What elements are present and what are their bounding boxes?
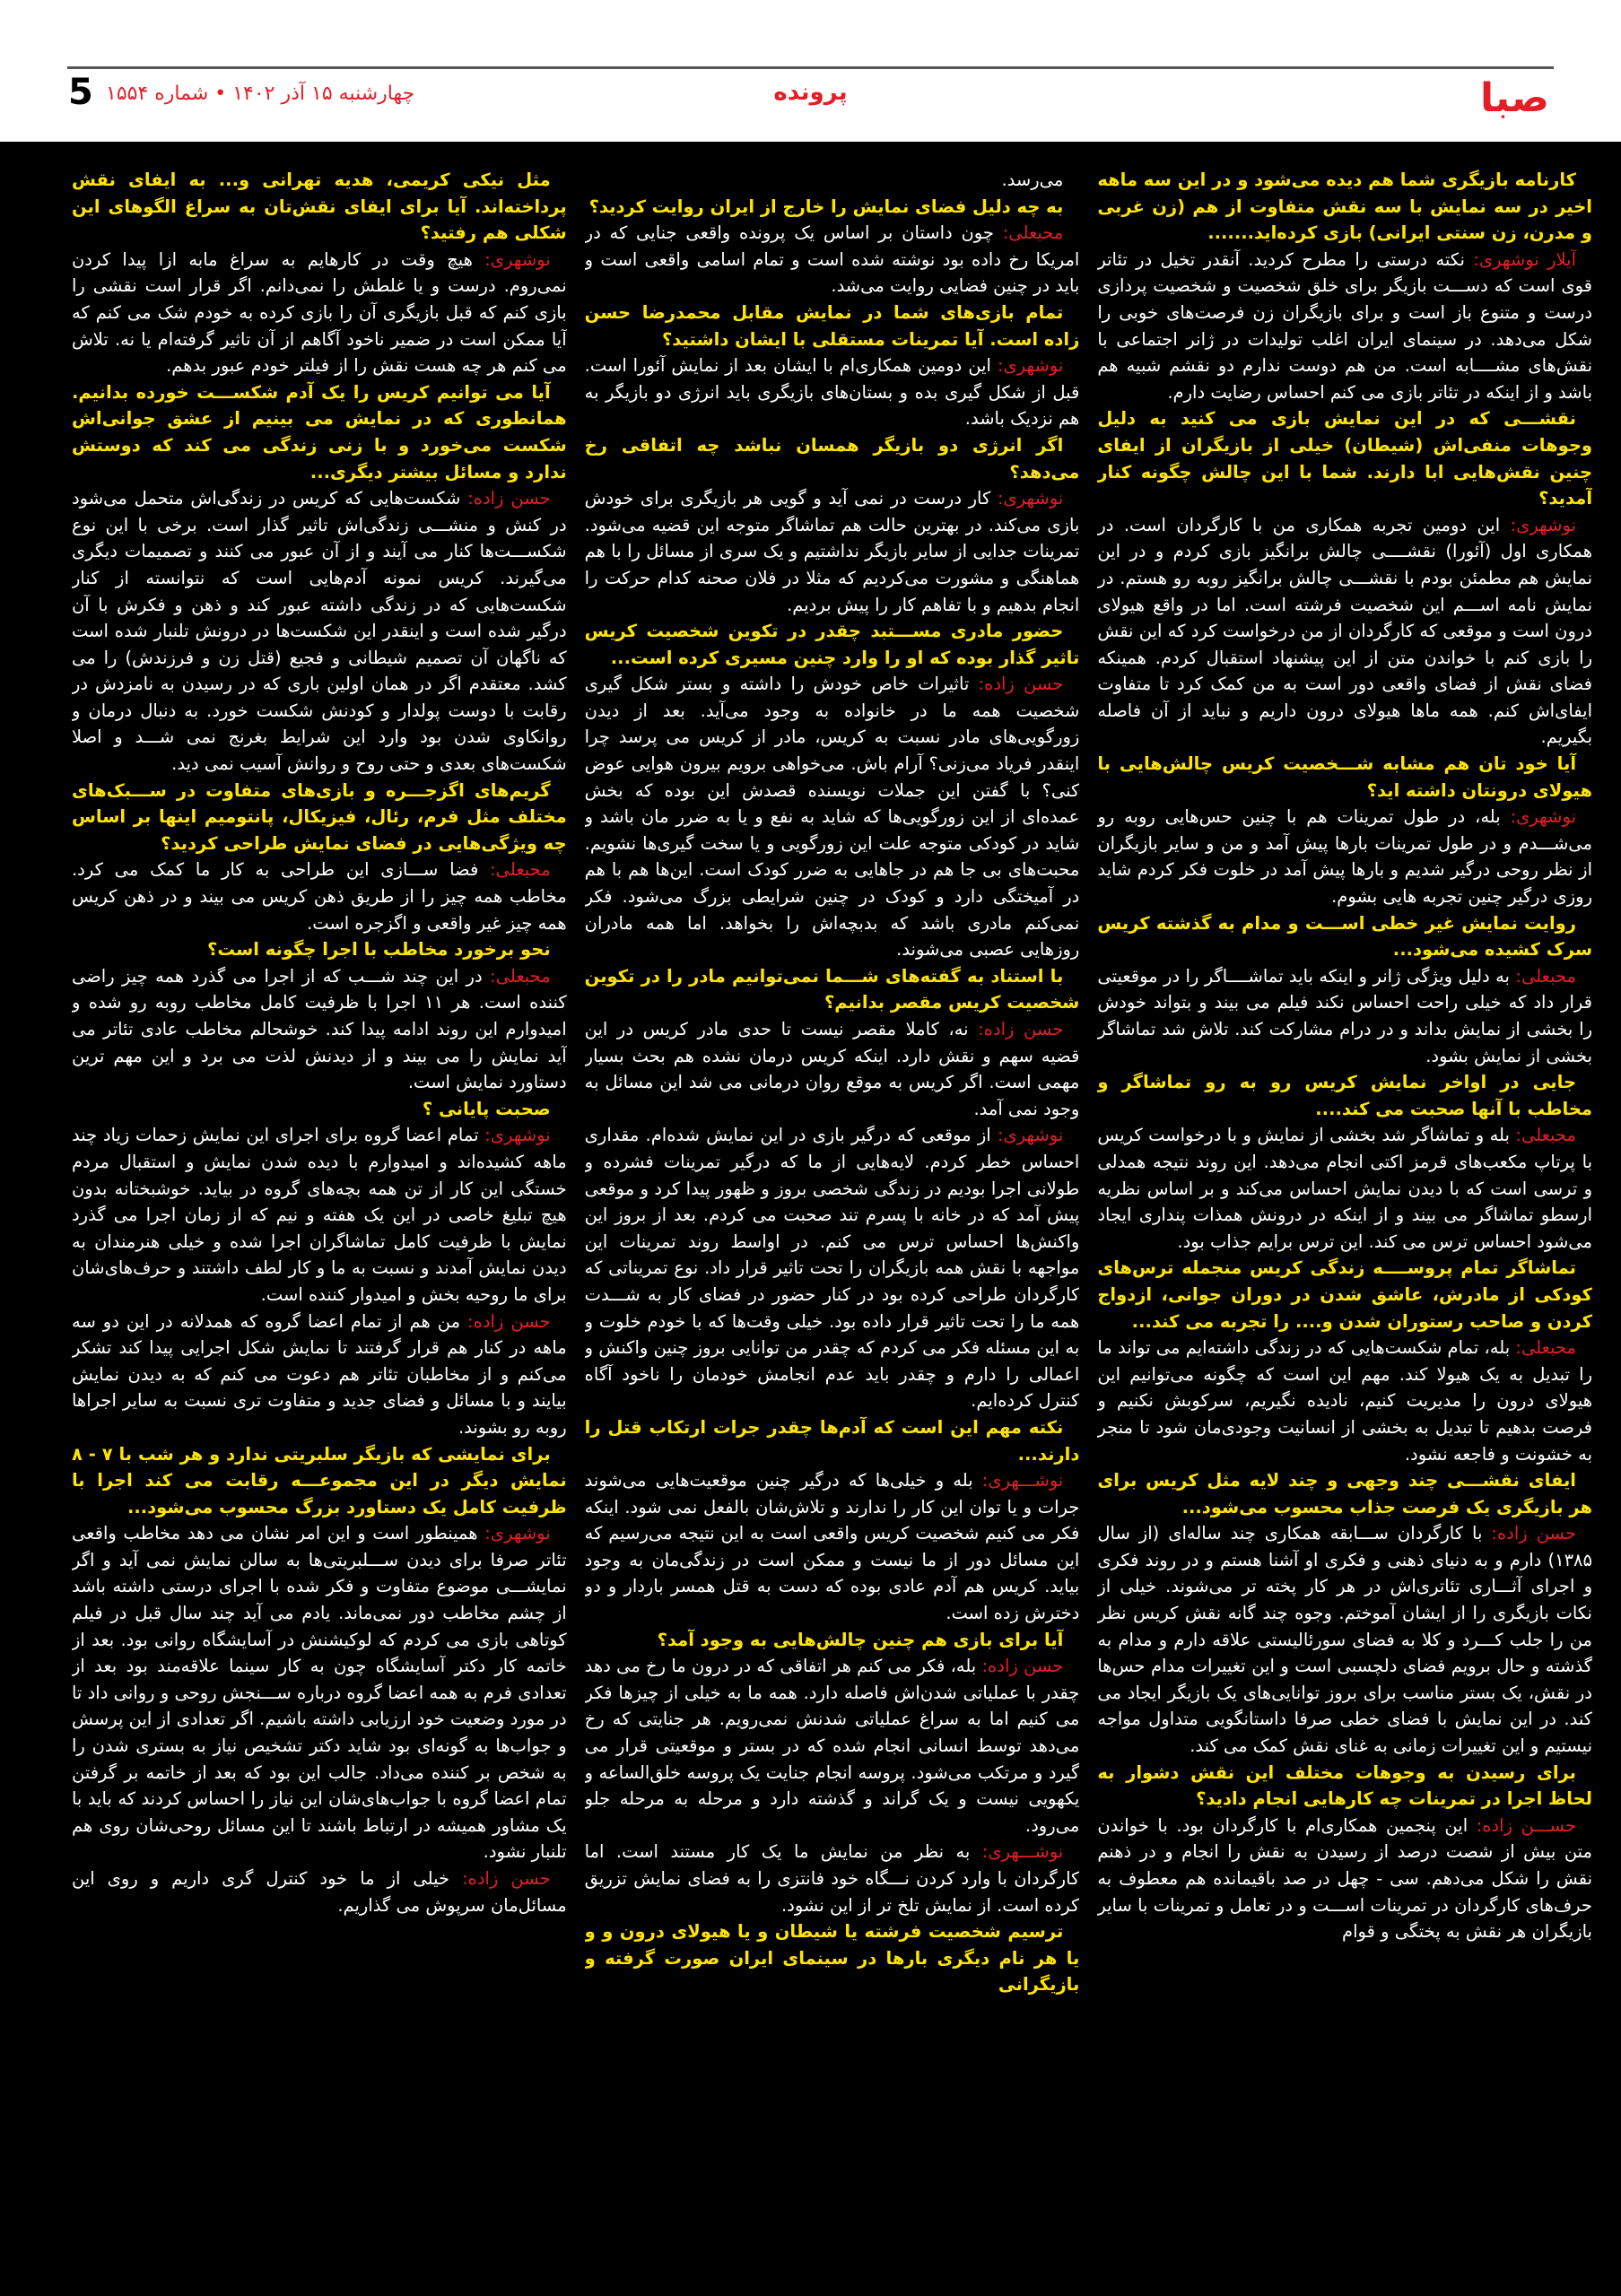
interview-answer (585, 352, 1080, 432)
interview-answer (585, 1016, 1080, 1122)
interview-question: برای رسیدن به وجوهات مختلف این نقش دشوار به لحاظ اجرا در تمرینات چه کارهایی انجام دادید؟ (1097, 1761, 1592, 1810)
answer-text: بله، فکر می کنم هر اتفاقی که در درون ما رخ می دهد چقدر با عملیاتی شدن‌اش فاصله دارد. همه ما به خیلی از چیزها فکر می کنیم اما به سراغ عملیاتی شدنش نمی‌رویم. هر جنایتی که رخ می‌دهد توسط انسانی انجام شده که در بستر و موقعیتی قرار می گیرد و مرتکب می‌شود. پروسه انجام جنایت یک پروسه خلق‌الساعه و یکهویی نیست و یک گراند و گذشته دارد و مرحله به مرحله جلو می‌رود. (584, 1656, 1080, 1836)
answer-text: این پنجمین همکاری‌ام با کارگردان بود. با خواندن متن بیش از شصت درصد از رسیدن به نقش را انجام و در ذهنم نقش را شکل می‌دهم. سی - چهل در صد باقیمانده هم معطوف به حرف‌های کارگردان در تمرینات اســـت و در تعامل و تمرینات با سایر بازیگران هر نقش به پختگی و قوام (1097, 1814, 1592, 1943)
answer-text: بله و تماشاگر شد بخشی از نمایش و با درخواست کریس با پرتاپ مکعب‌های قرمز اکتی انجام می‌دهد. این روند نتیجه همدلی و ترسی است که با دیدن نمایش احساس می‌کند و بر اساس نظریه ارسطو تماشاگر می بیند و از اینکه در درونش همذات پنداری ایجاد می‌شود احساس ترس می کند. این ترس برایم جذاب بود. (1097, 1125, 1592, 1252)
interview-question: برای نمایشی که بازیگر سلبریتی ندارد و هر شب با ۷ - ۸ نمایش دیگر در این مجموعـــه رقابت می کند اجرا با ظرفیت کامل یک دستاورد بزرگ محسوب می‌شود... (71, 1443, 567, 1518)
speaker-name: نوشهری: (484, 1523, 551, 1544)
interview-answer (72, 485, 567, 778)
interview-answer (585, 1839, 1080, 1918)
answer-text: بله، تمام شکست‌هایی که در زندگی داشته‌ایم می تواند ما را تبدیل به یک هیولا کند. مهم این است که چگونه می‌توانیم این هیولای درون را مدیریت کنیم، نادیده نگیریم، سرکوبش نکنیم و فرصت بدهیم تا تبدیل به بخشی از انسانیت وجودی‌مان شود تا منجر به خشونت و فاجعه نشود. (1097, 1337, 1592, 1465)
interview-answer (1097, 247, 1592, 406)
speaker-name: نوشهری: (1510, 806, 1576, 828)
answer-text: هیچ وقت در کارهایم به سراغ مابه ازا پیدا کردن نمی‌روم. درست و یا غلطش را نمی‌دانم. اگر قرار است نقشی را بازی کنم که قبل بازیگری آن را بازی کرده به خودم شک می کنم که آیا ممکن است در ضمیر ناخود آگاهم از آن تاثیر گرفته‌ام یا نه. تلاش می کنم هر چه هست نقش را از فیلتر خودم عبور بدهم. (71, 248, 567, 377)
interview-question: تماشاگر تمام پروســــه زندگی کریس منجمله ترس‌های کودکی از مادرش، عاشق شدن در دوران جوانی، ازدواج کردن و صاحب رستوران شدن و.... را تجربه می کند... (1097, 1257, 1592, 1332)
answer-text: چون داستان بر اساس یک پرونده واقعی جنایی که در امریکا رخ داده بود نوشته شده است و تمام اسامی واقعی است و باید در چنین فضایی روایت می‌شد. (584, 222, 1080, 297)
interview-answer (72, 1122, 567, 1308)
answer-text: بله، در طول تمرینات هم با چنین حس‌هایی روبه رو می‌شـــدم و در طول تمرینات بارها پیش آمد و من و سایر بازیگران از نظر روحی درگیر شدیم و بارها پیش آمد در خلوت فکر کردم شاید روزی درگیر چنین تجربه هایی بشوم. (1097, 806, 1592, 908)
interview-answer (72, 247, 567, 379)
interview-answer (1097, 1813, 1592, 1945)
article-body (0, 142, 1621, 2296)
answer-text: همینطور است و این امر نشان می دهد مخاطب واقعی تئاتر صرفا برای دیدن ســـلبریتی‌ها به سالن نمایش نمی آید و اگر نمایشـــی موضوع متفاوت و فکر شده با اجرای درستی داشته باشد از چشم مخاطب دور نمی‌ماند. یادم می آید چند سال قبل در فیلم کوتاهی بازی می کردم که لوکیشنش در آسایشگاه روانی بود. بعد از خاتمه کار دکتر آسایشگاه چون به کار سینما علاقه‌مند بود بعد از تعدادی فرم به همه اعضا گروه درباره ســـنجش روحی و روانی داد تا در مورد وضعیت خود ارزیابی داشته باشیم. اگر تعدادی از این پرسش و جواب‌ها به گونه‌ای بود شاید دکتر تشخیص نیاز به بستری شدن را به شخص بر کننده می‌داد. جالب این بود که بعد از خاتمه بر گرفتن تمام اعضا گروه با جواب‌های‌شان این نیاز را احساس کردند که باید با یک مشاور همیشه در ارتباط باشند تا این مسائل روحی‌شان روی هم تلنبار نشود. (71, 1523, 567, 1863)
interview-answer (1097, 1122, 1592, 1255)
speaker-name: محبعلی: (490, 859, 551, 881)
speaker-name: محبعلی: (1515, 1125, 1576, 1146)
column-middle (585, 167, 1080, 2296)
interview-answer (72, 1520, 567, 1866)
speaker-name: حسن زاده: (1491, 1523, 1576, 1544)
speaker-name: نوشـــهری: (981, 1470, 1064, 1492)
answer-text: به نظر من نمایش ما یک کار مستند است. اما کارگردان با وارد کردن نـــگاه خود فانتزی را به فضای نمایش تزریق کرده است. از نمایش تلخ تر از این نشود. (584, 1841, 1080, 1916)
interview-answer (72, 1309, 567, 1441)
answer-text: خیلی از ما خود کنترل گری داریم و روی این مسائل‌مان سرپوش می گذاریم. (71, 1868, 567, 1916)
speaker-name: آیلار نوشهری: (1473, 248, 1576, 270)
interview-question: جایی در اواخر نمایش کریس رو به رو تماشاگر و مخاطب با آنها صحبت می کند.... (1097, 1072, 1592, 1119)
speaker-name: حسن زاده: (467, 1310, 551, 1332)
interview-answer (585, 671, 1080, 963)
speaker-name: محبعلی: (1515, 965, 1576, 987)
speaker-name: نوشـــهری: (981, 1841, 1064, 1863)
interview-question: مثل نیکی کریمی، هدیه تهرانی و... به ایفای نقش پرداخته‌اند. آیا برای ایفای نقش‌تان به سراغ الگوهای این شکلی هم رفتید؟ (71, 170, 567, 244)
interview-answer (72, 963, 567, 1096)
interview-question: آیا برای بازی هم چنین چالش‌هایی به وجود آمد؟ (657, 1629, 1064, 1650)
speaker-name: نوشهری: (484, 1125, 551, 1146)
interview-question: تمام بازی‌های شما در نمایش مقابل محمدرضا حسن زاده است. آیا تمرینات مستقلی با ایشان داشتید؟ (584, 301, 1080, 350)
speaker-name: نوشهری: (997, 488, 1064, 509)
interview-answer (72, 857, 567, 936)
interview-question: روایت نمایش غیر خطی اســـت و مدام به گذشته کریس سرک کشیده می‌شود... (1097, 912, 1592, 961)
interview-question: نقشـــی که در این نمایش بازی می کنید به دلیل وجوهات منفی‌اش (شیطان) خیلی از بازیگران از ایفای چنین نقش‌هایی ابا دارند. شما با این چالش چگونه کنار آمدید؟ (1097, 408, 1592, 509)
speaker-name: حسن زاده: (978, 1019, 1064, 1039)
answer-text: در این چند شـــب که از اجرا می گذرد همه چیز راضی کننده است. هر ۱۱ اجرا با ظرفیت کامل مخاطب روبه رو شده و امیدوارم این روند ادامه پیدا کند. خوشحالم مخاطب عادی تئاتر می آید نمایش را می بیند و از دیدنش لذت می برد و این مهم ترین دستاورد نمایش است. (71, 965, 567, 1093)
interview-answer (1097, 804, 1592, 909)
speaker-name: حســـن زاده: (1476, 1814, 1576, 1836)
interview-question: ایفای نقشـــی چند وجهی و چند لایه مثل کریس برای هر بازیگری یک فرصت جذاب محسوب می‌شود... (1097, 1470, 1592, 1518)
interview-question: حضور مادری مســـتبد چقدر در تکوین شخصیت کریس تاثیر گذار بوده که او را وارد چنین مسیری کرده است... (584, 621, 1080, 668)
interview-answer (585, 220, 1080, 300)
speaker-name: حسن زاده: (462, 1868, 551, 1889)
interview-answer (585, 1467, 1080, 1627)
answer-text: تمام اعضا گروه برای اجرای این نمایش زحمات زیاد چند ماهه کشیده‌اند و امیدوارم با دیده شدن نمایش و استقبال مردم خستگی این کار از تن همه بچه‌های گروه در بیاید. خوشبختانه بدون هیچ تبلیغ خاصی در این یک هفته و نیم که از زمان اجرا می گذرد نمایش با ظرفیت کامل تماشاگران اجرا شده و خیلی هنرمندان به دیدن نمایش آمدند و نسبت به ما و کار لطف داشتند و حرف‌های‌شان برای ما روحیه بخش و امیدوار کننده است. (71, 1125, 567, 1305)
header-rule (67, 66, 1554, 69)
answer-text: از موقعی که درگیر بازی در این نمایش شده‌ام. مقداری احساس خطر کردم. لایه‌هایی از ما که درگیر تمرینات فشرده و طولانی اجرا بودیم در زندگی شخصی بروز و ظهور پیدا کرد و موقعی پیش آمد که در خانه با پسرم تند صحبت می کردم. بعد از بروز این واکنش‌ها احساس ترس می کنم. در اواسط روند تمرینات این مواجهه با نقش همه بازیگران را تحت تاثیر قرار داد. نوع تمریناتی که کارگردان طراحی کرده بود در کنار حضور در فضای کار به شـــدت همه ما را تحت تاثیر قرار داده بود. خیلی وقت‌ها که با خودم خلوت و به این مسئله فکر می کردم که چقدر من توانایی بروز چنین واکنش و اعمالی را دارم و چقدر باید عدم انجامش خودمان را ناخود آگاه کنترل کرده‌ایم. (584, 1125, 1080, 1412)
speaker-name: محبعلی: (1515, 1337, 1576, 1359)
answer-text: بله و خیلی‌ها که درگیر چنین موقعیت‌هایی می‌شوند جرات و یا توان این کار را ندارند و تلاش‌شان بالفعل نمی شود. اینکه فکر می کنیم شخصیت کریس واقعی است به این نتیجه می‌رسیم که این مسائل دور از ما نیست و ممکن است در زندگی‌مان به وجود بیاید. کریس هم آدم عادی بوده که دست به قتل همسر باردار و دو دخترش زده است. (584, 1470, 1080, 1624)
interview-answer (1097, 512, 1592, 751)
interview-answer (1097, 1335, 1592, 1467)
interview-question: ترسیم شخصیت فرشته یا شیطان و یا هیولای درون و و یا هر نام دیگری بارها در سینمای ایران صورت گرفته و بازیگرانی (584, 1921, 1080, 1996)
answer-text: نکته درستی را مطرح کردید. آنقدر تخیل در تئاتر قوی است که دســـت بازیگر برای خلق شخصیت و شخصیت پردازی درست و متنوع باز است و برای بازیگران زن فرصت‌های خوبی را شکل می‌دهد. در سینمای ایران اغلب تولیدات در ژانر اجتماعی با نقش‌های مشــــابه است. من هم دوست ندارم دو نقشم شبیه هم باشد و از اینکه در تئاتر بازی می کنم احساس رضایت دارم. (1097, 248, 1592, 403)
interview-answer (1097, 963, 1592, 1069)
answer-text: کار درست در نمی آید و گویی هر بازیگری برای خودش بازی می‌کند. در بهترین حالت هم تماشاگر متوجه این قضیه می‌شود. تمرینات جدایی از سایر بازیگر نداشتیم و یک سری از مسائل را با هم هماهنگی و مشورت می‌کردیم که مثلا در فلان صحنه کدام حرکت را انجام بدهیم و با تفاهم کار را پیش بردیم. (584, 488, 1080, 615)
interview-answer (585, 485, 1080, 618)
column-left (72, 167, 567, 2296)
answer-text: این دومین همکاری‌ام با ایشان بعد از نمایش آئورا است. قبل از شکل گیری بده و بستان‌های بازیگری باید انرژی دو بازیگر به هم نزدیک باشد. (584, 355, 1080, 430)
speaker-name: نوشهری: (997, 1125, 1064, 1146)
answer-text: به دلیل ویژگی ژانر و اینکه باید تماشــــاگر را در موقعیتی قرار داد که خیلی راحت احساس نکند فیلم می بیند و بتواند خودش را بخشی از نمایش بداند و در درام مشارکت کند. تلاش شد تماشاگر بخشی از نمایش بشود. (1097, 965, 1592, 1066)
interview-question: آیا می توانیم کریس را یک آدم شکســـت خورده بدانیم. همانطوری که در نمایش می بینیم از عشق جوانی‌اش شکست می‌خورد و با زنی زندگی می کند که دوستش ندارد و مسائل بیشتر دیگری... (71, 381, 567, 483)
answer-text: من هم از تمام اعضا گروه که همدلانه در این دو سه ماهه در کنار هم قرار گرفتند تا نمایش شکل اجرایی پیدا کند تشکر می‌کنم و از مخاطبان تئاتر هم دعوت می کنم که به دیدن نمایش بیایند و با مسائل و فضای جدید و متفاوت تری نسبت به سایر اجراها روبه رو بشوند. (71, 1310, 567, 1438)
interview-question: اگر انرژی دو بازیگر همسان نباشد چه اتفاقی رخ می‌دهد؟ (584, 434, 1080, 483)
section-title: پرونده (773, 79, 848, 106)
speaker-name: نوشهری: (484, 248, 551, 270)
masthead (0, 0, 1621, 142)
issue-date: چهارشنبه ۱۵ آذر ۱۴۰۲ • شماره ۱۵۵۴ (106, 83, 415, 105)
interview-question: گریم‌های اگزجـــره و بازی‌های متفاوت در ســـبک‌های مختلف مثل فرم، رئال، فیزیکال، پانتومیم اینها بر اساس چه ویژگی‌هایی در فضای نمایش طراحی کردید؟ (71, 779, 567, 854)
speaker-name: حسن زاده: (981, 1656, 1064, 1677)
interview-answer (72, 1866, 567, 1918)
answer-text: این دومین تجربه همکاری من با کارگردان است. در همکاری اول (آئورا) نقشــــی چالش برانگیز بازی کردم و در این نمایش هم مطمئن بودم با نقشـــی چالش برانگیز روبه رو هستم. در نمایش نامه اســـم این شخصیت فرشته است. اما در واقع هیولای درون است و موقعی که کارگردان از من درخواست کرد که این نقش را بازی کنم با خواندن متن از این پیشنهاد استقبال کردم. همینکه فضای نقش از فضای واقعی دور است به من کمک کرد تا متفاوت ایفای‌اش کنم. همه ماها هیولای درون داریم و نباید از آن فاصله بگیریم. (1097, 514, 1592, 748)
interview-answer (585, 1122, 1080, 1414)
page-number: 5 (68, 72, 93, 113)
interview-question: آیا خود تان هم مشابه شـــخصیت کریس چالش‌هایی با هیولای درونتان داشته اید؟ (1097, 753, 1592, 801)
speaker-name: محبعلی: (490, 965, 551, 987)
column-right (1097, 167, 1592, 2296)
answer-text: با کارگردان ســـابقه همکاری چند ساله‌ای (از سال ۱۳۸۵) دارم و به دنیای ذهنی و فکری او آشنا هستم و در روند فکری و اجرای آثـــاری تئاتری‌اش در هر کار پخته تر می‌شوند. خیلی از نکات بازیگری را از ایشان آموختم. وجوه چند گانه نقش کریس نظر من را جلب کـــرد و کلا به فضای سورئالیستی علاقه دارم و مدام به گذشته و حال برویم فضای دلچسبی است و این تغییرات مدام حس‌ها در نقش، یک بستر مناسب برای بروز توانایی‌های یک بازیگر ایجاد می کند. در این نمایش با فضای خطی صرفا داستانگویی متداول مواجه نیستیم و این تغییرات زمانی به غنای نقش کمک می کند. (1097, 1523, 1592, 1757)
speaker-name: نوشهری: (997, 355, 1064, 377)
answer-text: می‌رسد. (1001, 170, 1064, 190)
speaker-name: حسن زاده: (978, 674, 1064, 695)
interview-question: صحبت پایانی ؟ (422, 1098, 551, 1119)
answer-text: نه، کاملا مقصر نیست تا حدی مادر کریس در این قضیه سهم و نقش دارد. اینکه کریس درمان نشده هم بحث بسیار مهمی است. اگر کریس به موقع روان درمانی می شد این مسائل به وجود نمی آمد. (584, 1019, 1080, 1119)
speaker-name: محبعلی: (1002, 222, 1064, 244)
interview-question: نکته مهم این است که آدم‌ها چقدر جرات ارتکاب قتل را دارند... (584, 1416, 1080, 1465)
answer-text: شکست‌هایی که کریس در زندگی‌اش متحمل می‌شود در کنش و منشـــی زندگی‌اش تاثیر گذار است. برخی با این نوع شکســـت‌ها کنار می آیند و از آن عبور می کنند و تصمیمات دیگری می‌گیرند. کریس نمونه آدم‌هایی است که نتوانسته از کنار شکست‌هایی که در زندگی داشته عبور کند و ذهن و فکرش با آن درگیر شده است و اینقدر این شکست‌ها در درونش تلنبار شده است که ناگهان آن تصمیم شیطانی و فجیع (قتل زن و فرزندش) را می کشد. معتقدم اگر در همان اولین باری که در رسیدن به نامزدش در رقابت با دوست پولدار و کودنش شکست خورد. به دنبال درمان و روانکاوی شدن بود وارد این شرایط بغرنج نمی شـــد و اصلا شکست‌های بعدی و حتی روح و روانش آسیب نمی دید. (71, 488, 567, 775)
interview-question: کارنامه بازیگری شما هم دیده می‌شود و در این سه ماهه اخیر در سه نمایش با سه نقش متفاوت از هم (زن غربی و مدرن، زن سنتی ایرانی) بازی کرده‌اید....... (1097, 170, 1592, 244)
answer-text: تاثیرات خاص خودش را داشته و بستر شکل گیری شخصیت همه ما در خانواده به وجود می‌آید. بعد از دیدن زورگویی‌های مادر نسبت به کریس، مادر از کریس می پرسد چرا اینقدر فریاد می‌زنی؟ آرام باش. می‌خواهی برویم بیرون هوایی عوض کنی؟ با گفتن این جملات نویسنده قصدش این بوده که بخش عمده‌ای از این زورگویی‌ها که شاید به نفع و یا به ضرر مان باشد و شاید در کودکی متوجه علت این زورگویی و یا سخت گیری‌ها نشویم. محبت‌های بی جا هم در جاهایی به ضرر کودک است. این‌ها هم با هم در آمیختگی دارد و کودک در چنین شرایطی بزرگ می‌شود. فکر نمی‌کنم مادری باشد که بدبچه‌اش را بخواهد. اما همه مادران روزهایی عصبی می‌شوند. (584, 674, 1080, 961)
interview-answer (1097, 1520, 1592, 1759)
interview-answer (585, 167, 1080, 194)
answer-text: فضا ســـازی این طراحی به کار ما کمک می کرد. مخاطب همه چیز را از طریق ذهن کریس می بیند و در ذهن کریس همه چیز غیر واقعی و اگزجره است. (71, 859, 567, 934)
interview-question: نحو برخورد مخاطب با اجرا چگونه است؟ (207, 939, 551, 961)
interview-question: به چه دلیل فضای نمایش را خارج از ایران روایت کردید؟ (588, 196, 1064, 217)
speaker-name: نوشهری: (1510, 514, 1576, 535)
interview-answer (585, 1653, 1080, 1839)
interview-question: با استناد به گفته‌های شـــما نمی‌توانیم مادر را در تکوین شخصیت کریس مقصر بدانیم؟ (584, 965, 1080, 1013)
newspaper-logo: صبا (1480, 75, 1549, 121)
speaker-name: حسن زاده: (467, 488, 551, 509)
